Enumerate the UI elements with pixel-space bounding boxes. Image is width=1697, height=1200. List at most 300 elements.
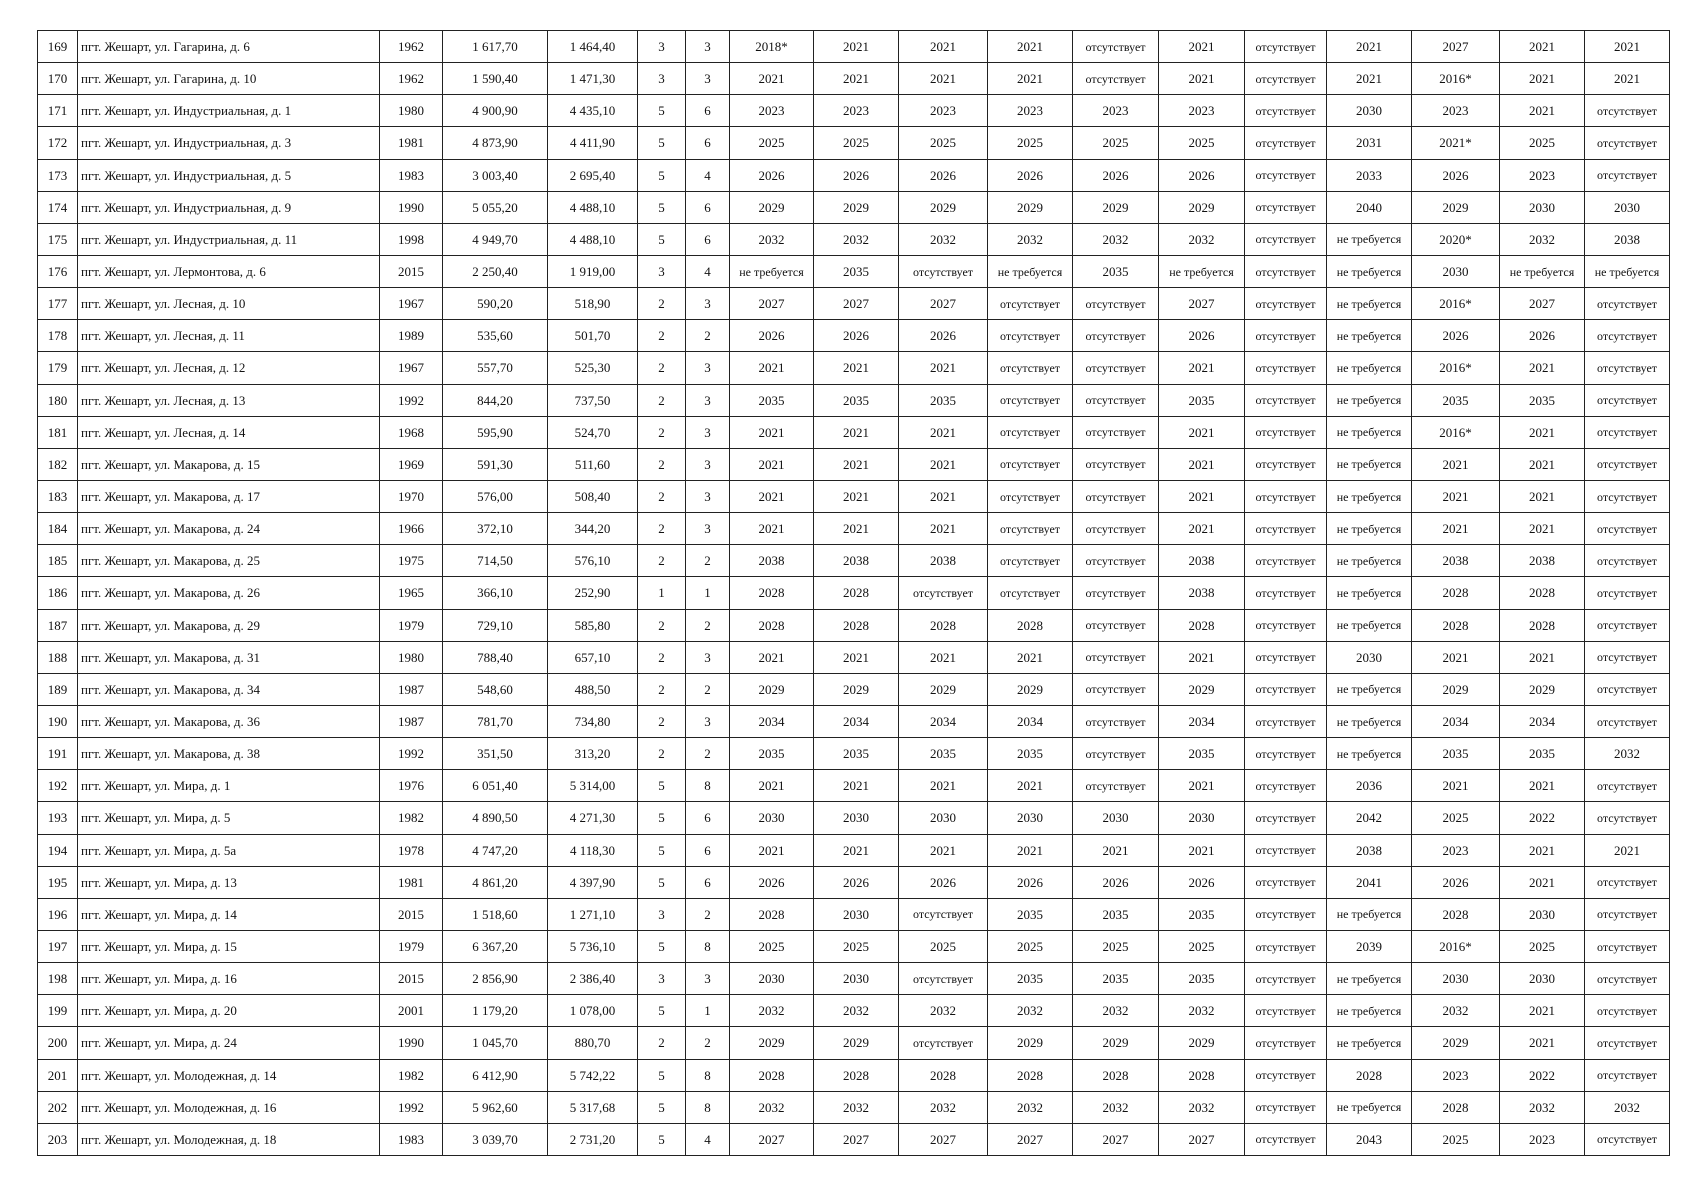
cell-living-area: 2 386,40: [548, 963, 638, 995]
cell-total-area: 4 861,20: [443, 866, 548, 898]
cell-cold-water-year: 2023: [1159, 95, 1245, 127]
cell-foundation-year: 2026: [899, 866, 988, 898]
cell-elevator-year: не требуется: [1327, 995, 1412, 1027]
cell-living-area: 1 078,00: [548, 995, 638, 1027]
cell-address: пгт. Жешарт, ул. Мира, д. 5а: [78, 834, 380, 866]
cell-total-area: 3 039,70: [443, 1123, 548, 1155]
cell-floors: 5: [638, 191, 686, 223]
cell-total-area: 591,30: [443, 448, 548, 480]
table-row: [38, 416, 1670, 448]
cell-living-area: 576,10: [548, 545, 638, 577]
cell-sewer-year: 2029: [1500, 673, 1585, 705]
cell-cold-water-year: не требуется: [1159, 255, 1245, 287]
cell-cold-water-year: 2025: [1159, 127, 1245, 159]
cell-address: пгт. Жешарт, ул. Мира, д. 24: [78, 1027, 380, 1059]
table-row: [38, 223, 1670, 255]
cell-year-built: 1978: [380, 834, 443, 866]
cell-heating-year: не требуется: [988, 255, 1073, 287]
cell-sewer-year: 2030: [1500, 898, 1585, 930]
cell-entrances: 1: [686, 577, 730, 609]
cell-year-built: 1982: [380, 802, 443, 834]
cell-hot-water-year: 2029: [1073, 191, 1159, 223]
cell-year-built: 1998: [380, 223, 443, 255]
cell-floors: 5: [638, 159, 686, 191]
cell-heating-year: 2035: [988, 963, 1073, 995]
cell-floors: 2: [638, 673, 686, 705]
cell-facade-year: 2026: [814, 320, 899, 352]
cell-heating-year: отсутствует: [988, 320, 1073, 352]
cell-sewer-year: 2030: [1500, 191, 1585, 223]
cell-total-area: 2 856,90: [443, 963, 548, 995]
cell-heating-year: 2035: [988, 898, 1073, 930]
cell-cold-water-year: 2029: [1159, 1027, 1245, 1059]
cell-energy-metering-year: отсутствует: [1585, 577, 1670, 609]
cell-sewer-year: 2021: [1500, 416, 1585, 448]
cell-hot-water-year: 2026: [1073, 866, 1159, 898]
cell-heating-year: 2021: [988, 770, 1073, 802]
cell-year-built: 1966: [380, 513, 443, 545]
cell-gas-year: отсутствует: [1245, 63, 1327, 95]
cell-foundation-year: отсутствует: [899, 255, 988, 287]
cell-roof-year: 2030: [730, 963, 814, 995]
cell-facade-year: 2032: [814, 995, 899, 1027]
cell-electric-year: 2026: [1412, 159, 1500, 191]
cell-heating-year: 2028: [988, 1059, 1073, 1091]
cell-foundation-year: 2028: [899, 1059, 988, 1091]
cell-roof-year: 2032: [730, 223, 814, 255]
cell-foundation-year: отсутствует: [899, 898, 988, 930]
cell-elevator-year: 2021: [1327, 31, 1412, 63]
cell-floors: 2: [638, 352, 686, 384]
cell-foundation-year: 2021: [899, 448, 988, 480]
cell-entrances: 3: [686, 513, 730, 545]
cell-year-built: 1970: [380, 480, 443, 512]
cell-hot-water-year: отсутствует: [1073, 770, 1159, 802]
cell-address: пгт. Жешарт, ул. Макарова, д. 15: [78, 448, 380, 480]
cell-row-number: 200: [38, 1027, 78, 1059]
cell-foundation-year: 2021: [899, 641, 988, 673]
cell-energy-metering-year: отсутствует: [1585, 480, 1670, 512]
cell-gas-year: отсутствует: [1245, 802, 1327, 834]
cell-floors: 2: [638, 448, 686, 480]
cell-cold-water-year: 2021: [1159, 513, 1245, 545]
cell-heating-year: 2026: [988, 159, 1073, 191]
cell-total-area: 1 617,70: [443, 31, 548, 63]
cell-row-number: 174: [38, 191, 78, 223]
cell-entrances: 2: [686, 738, 730, 770]
cell-sewer-year: 2021: [1500, 834, 1585, 866]
cell-energy-metering-year: отсутствует: [1585, 609, 1670, 641]
cell-heating-year: 2021: [988, 31, 1073, 63]
cell-elevator-year: не требуется: [1327, 738, 1412, 770]
table-row: [38, 963, 1670, 995]
cell-foundation-year: 2029: [899, 191, 988, 223]
cell-foundation-year: 2027: [899, 1123, 988, 1155]
cell-living-area: 4 271,30: [548, 802, 638, 834]
cell-foundation-year: 2021: [899, 352, 988, 384]
cell-foundation-year: отсутствует: [899, 577, 988, 609]
cell-elevator-year: 2021: [1327, 63, 1412, 95]
cell-roof-year: 2025: [730, 930, 814, 962]
table-row: [38, 288, 1670, 320]
cell-electric-year: 2028: [1412, 898, 1500, 930]
cell-sewer-year: 2025: [1500, 930, 1585, 962]
cell-cold-water-year: 2025: [1159, 930, 1245, 962]
cell-floors: 5: [638, 866, 686, 898]
cell-row-number: 173: [38, 159, 78, 191]
cell-address: пгт. Жешарт, ул. Макарова, д. 34: [78, 673, 380, 705]
cell-year-built: 1975: [380, 545, 443, 577]
cell-roof-year: 2028: [730, 577, 814, 609]
cell-electric-year: 2021*: [1412, 127, 1500, 159]
cell-hot-water-year: отсутствует: [1073, 320, 1159, 352]
cell-sewer-year: 2022: [1500, 1059, 1585, 1091]
cell-floors: 5: [638, 1123, 686, 1155]
cell-floors: 5: [638, 1091, 686, 1123]
cell-electric-year: 2023: [1412, 1059, 1500, 1091]
cell-cold-water-year: 2021: [1159, 641, 1245, 673]
cell-address: пгт. Жешарт, ул. Мира, д. 14: [78, 898, 380, 930]
cell-address: пгт. Жешарт, ул. Молодежная, д. 18: [78, 1123, 380, 1155]
cell-facade-year: 2035: [814, 255, 899, 287]
cell-energy-metering-year: отсутствует: [1585, 866, 1670, 898]
cell-facade-year: 2021: [814, 641, 899, 673]
cell-electric-year: 2021: [1412, 641, 1500, 673]
cell-cold-water-year: 2021: [1159, 416, 1245, 448]
table-row: [38, 352, 1670, 384]
cell-facade-year: 2021: [814, 513, 899, 545]
cell-roof-year: 2021: [730, 770, 814, 802]
cell-entrances: 1: [686, 995, 730, 1027]
cell-cold-water-year: 2030: [1159, 802, 1245, 834]
cell-energy-metering-year: отсутствует: [1585, 641, 1670, 673]
cell-cold-water-year: 2032: [1159, 1091, 1245, 1123]
cell-gas-year: отсутствует: [1245, 834, 1327, 866]
cell-energy-metering-year: отсутствует: [1585, 930, 1670, 962]
cell-row-number: 187: [38, 609, 78, 641]
cell-hot-water-year: 2035: [1073, 898, 1159, 930]
cell-electric-year: 2027: [1412, 31, 1500, 63]
cell-roof-year: 2028: [730, 898, 814, 930]
cell-gas-year: отсутствует: [1245, 930, 1327, 962]
cell-living-area: 4 118,30: [548, 834, 638, 866]
cell-total-area: 4 900,90: [443, 95, 548, 127]
cell-electric-year: 2016*: [1412, 63, 1500, 95]
cell-hot-water-year: отсутствует: [1073, 416, 1159, 448]
cell-total-area: 3 003,40: [443, 159, 548, 191]
cell-hot-water-year: 2025: [1073, 930, 1159, 962]
cell-gas-year: отсутствует: [1245, 898, 1327, 930]
cell-roof-year: 2023: [730, 95, 814, 127]
table-row: [38, 95, 1670, 127]
cell-facade-year: 2032: [814, 1091, 899, 1123]
cell-facade-year: 2028: [814, 1059, 899, 1091]
cell-elevator-year: не требуется: [1327, 545, 1412, 577]
cell-living-area: 252,90: [548, 577, 638, 609]
cell-electric-year: 2029: [1412, 191, 1500, 223]
cell-roof-year: 2035: [730, 384, 814, 416]
cell-row-number: 196: [38, 898, 78, 930]
table-row: [38, 159, 1670, 191]
cell-facade-year: 2027: [814, 1123, 899, 1155]
cell-living-area: 4 488,10: [548, 223, 638, 255]
cell-year-built: 1967: [380, 288, 443, 320]
cell-address: пгт. Жешарт, ул. Мира, д. 13: [78, 866, 380, 898]
cell-roof-year: 2021: [730, 63, 814, 95]
cell-gas-year: отсутствует: [1245, 255, 1327, 287]
cell-total-area: 1 179,20: [443, 995, 548, 1027]
cell-elevator-year: 2036: [1327, 770, 1412, 802]
cell-entrances: 3: [686, 288, 730, 320]
cell-gas-year: отсутствует: [1245, 995, 1327, 1027]
cell-row-number: 184: [38, 513, 78, 545]
cell-sewer-year: 2026: [1500, 320, 1585, 352]
cell-sewer-year: 2028: [1500, 609, 1585, 641]
cell-living-area: 524,70: [548, 416, 638, 448]
cell-elevator-year: 2041: [1327, 866, 1412, 898]
cell-electric-year: 2021: [1412, 770, 1500, 802]
cell-cold-water-year: 2026: [1159, 159, 1245, 191]
cell-electric-year: 2030: [1412, 255, 1500, 287]
cell-hot-water-year: отсутствует: [1073, 513, 1159, 545]
cell-address: пгт. Жешарт, ул. Мира, д. 1: [78, 770, 380, 802]
cell-hot-water-year: отсутствует: [1073, 738, 1159, 770]
table-row: [38, 480, 1670, 512]
cell-heating-year: 2021: [988, 834, 1073, 866]
cell-living-area: 4 411,90: [548, 127, 638, 159]
cell-floors: 1: [638, 577, 686, 609]
cell-foundation-year: 2021: [899, 770, 988, 802]
cell-gas-year: отсутствует: [1245, 416, 1327, 448]
cell-electric-year: 2023: [1412, 834, 1500, 866]
cell-row-number: 185: [38, 545, 78, 577]
cell-row-number: 183: [38, 480, 78, 512]
cell-roof-year: 2025: [730, 127, 814, 159]
cell-electric-year: 2034: [1412, 705, 1500, 737]
cell-elevator-year: не требуется: [1327, 352, 1412, 384]
cell-floors: 5: [638, 770, 686, 802]
cell-cold-water-year: 2021: [1159, 31, 1245, 63]
cell-heating-year: отсутствует: [988, 577, 1073, 609]
cell-hot-water-year: отсутствует: [1073, 448, 1159, 480]
cell-floors: 2: [638, 738, 686, 770]
cell-sewer-year: 2028: [1500, 577, 1585, 609]
cell-row-number: 172: [38, 127, 78, 159]
cell-address: пгт. Жешарт, ул. Мира, д. 16: [78, 963, 380, 995]
cell-facade-year: 2030: [814, 898, 899, 930]
cell-row-number: 181: [38, 416, 78, 448]
cell-roof-year: 2021: [730, 480, 814, 512]
cell-heating-year: 2029: [988, 1027, 1073, 1059]
cell-address: пгт. Жешарт, ул. Лесная, д. 11: [78, 320, 380, 352]
cell-entrances: 2: [686, 609, 730, 641]
cell-facade-year: 2034: [814, 705, 899, 737]
cell-facade-year: 2026: [814, 159, 899, 191]
cell-elevator-year: 2040: [1327, 191, 1412, 223]
cell-gas-year: отсутствует: [1245, 577, 1327, 609]
cell-cold-water-year: 2038: [1159, 577, 1245, 609]
cell-hot-water-year: 2035: [1073, 255, 1159, 287]
cell-hot-water-year: отсутствует: [1073, 31, 1159, 63]
cell-living-area: 4 435,10: [548, 95, 638, 127]
cell-living-area: 734,80: [548, 705, 638, 737]
cell-year-built: 1967: [380, 352, 443, 384]
cell-roof-year: 2026: [730, 159, 814, 191]
cell-electric-year: 2016*: [1412, 416, 1500, 448]
cell-year-built: 1989: [380, 320, 443, 352]
cell-row-number: 180: [38, 384, 78, 416]
cell-total-area: 366,10: [443, 577, 548, 609]
cell-cold-water-year: 2026: [1159, 320, 1245, 352]
cell-facade-year: 2021: [814, 416, 899, 448]
cell-address: пгт. Жешарт, ул. Макарова, д. 29: [78, 609, 380, 641]
cell-cold-water-year: 2021: [1159, 834, 1245, 866]
cell-address: пгт. Жешарт, ул. Индустриальная, д. 11: [78, 223, 380, 255]
cell-gas-year: отсутствует: [1245, 1123, 1327, 1155]
cell-total-area: 548,60: [443, 673, 548, 705]
cell-elevator-year: 2043: [1327, 1123, 1412, 1155]
cell-row-number: 201: [38, 1059, 78, 1091]
cell-floors: 3: [638, 31, 686, 63]
cell-row-number: 189: [38, 673, 78, 705]
cell-gas-year: отсутствует: [1245, 1091, 1327, 1123]
cell-living-area: 488,50: [548, 673, 638, 705]
cell-total-area: 595,90: [443, 416, 548, 448]
table-row: [38, 609, 1670, 641]
cell-energy-metering-year: 2038: [1585, 223, 1670, 255]
cell-elevator-year: не требуется: [1327, 320, 1412, 352]
cell-heating-year: 2030: [988, 802, 1073, 834]
cell-entrances: 3: [686, 63, 730, 95]
cell-elevator-year: не требуется: [1327, 223, 1412, 255]
table-row: [38, 705, 1670, 737]
cell-electric-year: 2016*: [1412, 352, 1500, 384]
cell-entrances: 8: [686, 930, 730, 962]
table-row: [38, 673, 1670, 705]
cell-hot-water-year: отсутствует: [1073, 705, 1159, 737]
cell-hot-water-year: 2026: [1073, 159, 1159, 191]
cell-address: пгт. Жешарт, ул. Макарова, д. 17: [78, 480, 380, 512]
cell-entrances: 6: [686, 95, 730, 127]
cell-sewer-year: 2035: [1500, 738, 1585, 770]
cell-row-number: 175: [38, 223, 78, 255]
cell-elevator-year: не требуется: [1327, 255, 1412, 287]
cell-row-number: 203: [38, 1123, 78, 1155]
cell-address: пгт. Жешарт, ул. Гагарина, д. 6: [78, 31, 380, 63]
cell-total-area: 4 747,20: [443, 834, 548, 866]
cell-living-area: 1 471,30: [548, 63, 638, 95]
cell-sewer-year: 2021: [1500, 352, 1585, 384]
cell-entrances: 3: [686, 384, 730, 416]
cell-heating-year: 2032: [988, 223, 1073, 255]
cell-sewer-year: 2021: [1500, 1027, 1585, 1059]
cell-roof-year: 2035: [730, 738, 814, 770]
cell-year-built: 1987: [380, 673, 443, 705]
cell-living-area: 4 397,90: [548, 866, 638, 898]
cell-entrances: 6: [686, 834, 730, 866]
cell-entrances: 3: [686, 963, 730, 995]
cell-gas-year: отсутствует: [1245, 191, 1327, 223]
cell-living-area: 518,90: [548, 288, 638, 320]
cell-entrances: 3: [686, 641, 730, 673]
cell-elevator-year: 2038: [1327, 834, 1412, 866]
cell-elevator-year: 2028: [1327, 1059, 1412, 1091]
cell-cold-water-year: 2032: [1159, 223, 1245, 255]
table-row: [38, 1091, 1670, 1123]
cell-entrances: 6: [686, 127, 730, 159]
cell-entrances: 8: [686, 1059, 730, 1091]
cell-foundation-year: 2021: [899, 31, 988, 63]
cell-row-number: 192: [38, 770, 78, 802]
cell-energy-metering-year: отсутствует: [1585, 384, 1670, 416]
cell-year-built: 1962: [380, 31, 443, 63]
cell-facade-year: 2026: [814, 866, 899, 898]
table-row: [38, 63, 1670, 95]
cell-entrances: 2: [686, 898, 730, 930]
table-row: [38, 448, 1670, 480]
cell-cold-water-year: 2029: [1159, 191, 1245, 223]
cell-living-area: 511,60: [548, 448, 638, 480]
cell-entrances: 8: [686, 1091, 730, 1123]
cell-entrances: 3: [686, 480, 730, 512]
cell-electric-year: 2032: [1412, 995, 1500, 1027]
cell-sewer-year: 2023: [1500, 159, 1585, 191]
cell-total-area: 6 367,20: [443, 930, 548, 962]
cell-facade-year: 2038: [814, 545, 899, 577]
cell-hot-water-year: отсутствует: [1073, 63, 1159, 95]
table-row: [38, 545, 1670, 577]
cell-living-area: 4 488,10: [548, 191, 638, 223]
cell-row-number: 178: [38, 320, 78, 352]
cell-energy-metering-year: отсутствует: [1585, 352, 1670, 384]
cell-entrances: 3: [686, 352, 730, 384]
cell-year-built: 2001: [380, 995, 443, 1027]
cell-address: пгт. Жешарт, ул. Макарова, д. 24: [78, 513, 380, 545]
cell-electric-year: 2021: [1412, 448, 1500, 480]
cell-row-number: 202: [38, 1091, 78, 1123]
cell-foundation-year: 2038: [899, 545, 988, 577]
cell-heating-year: 2032: [988, 995, 1073, 1027]
cell-roof-year: 2034: [730, 705, 814, 737]
cell-floors: 3: [638, 963, 686, 995]
table-row: [38, 320, 1670, 352]
cell-living-area: 1 271,10: [548, 898, 638, 930]
cell-hot-water-year: 2028: [1073, 1059, 1159, 1091]
cell-address: пгт. Жешарт, ул. Индустриальная, д. 5: [78, 159, 380, 191]
cell-energy-metering-year: не требуется: [1585, 255, 1670, 287]
cell-entrances: 6: [686, 802, 730, 834]
cell-year-built: 1983: [380, 159, 443, 191]
cell-hot-water-year: отсутствует: [1073, 609, 1159, 641]
cell-foundation-year: 2021: [899, 513, 988, 545]
table-row: [38, 31, 1670, 63]
cell-facade-year: 2021: [814, 31, 899, 63]
cell-floors: 5: [638, 223, 686, 255]
cell-foundation-year: 2021: [899, 63, 988, 95]
cell-sewer-year: 2027: [1500, 288, 1585, 320]
cell-gas-year: отсутствует: [1245, 127, 1327, 159]
cell-elevator-year: 2031: [1327, 127, 1412, 159]
cell-sewer-year: 2021: [1500, 31, 1585, 63]
cell-row-number: 197: [38, 930, 78, 962]
table-row: [38, 738, 1670, 770]
cell-elevator-year: не требуется: [1327, 384, 1412, 416]
cell-heating-year: 2021: [988, 63, 1073, 95]
cell-living-area: 501,70: [548, 320, 638, 352]
table-row: [38, 384, 1670, 416]
cell-living-area: 5 317,68: [548, 1091, 638, 1123]
table-row: [38, 995, 1670, 1027]
